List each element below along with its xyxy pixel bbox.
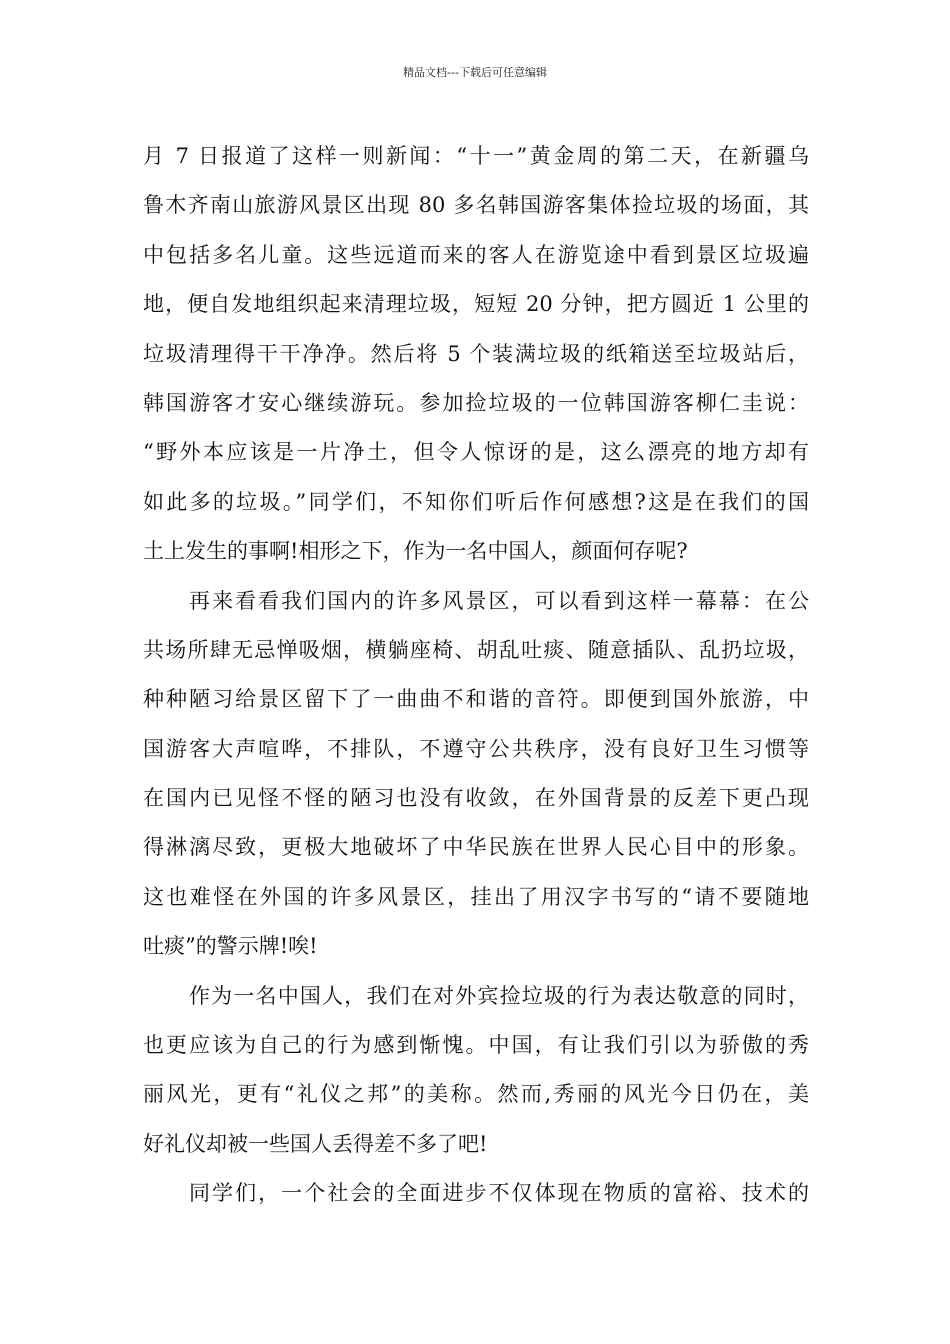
paragraph (143, 577, 809, 972)
text-line: 共场所肆无忌惮吸烟，横躺座椅、胡乱吐痰、随意插队、乱扔垃圾， (143, 637, 809, 662)
text-line: 地，便自发地组织起来清理垃圾，短短 20 分钟，把方圆近 1 公里的 (143, 292, 809, 317)
text-line: 土上发生的事啊!相形之下，作为一名中国人，颜面何存呢? (143, 539, 688, 564)
text-line: 吐痰”的警示牌!唉! (143, 934, 318, 959)
page-header: 精品文档---下载后可任意编辑 (403, 66, 547, 79)
document-body (143, 132, 809, 1219)
paragraph (143, 132, 809, 577)
text-line: 种种陋习给景区留下了一曲曲不和谐的音符。即便到国外旅游，中 (143, 687, 809, 712)
text-line: “野外本应该是一片净土，但令人惊讶的是，这么漂亮的地方却有 (143, 440, 809, 465)
paragraph (143, 972, 809, 1170)
text-line: 在国内已见怪不怪的陋习也没有收敛，在外国背景的反差下更凸现 (143, 786, 809, 811)
text-line: 鲁木齐南山旅游风景区出现 80 多名韩国游客集体捡垃圾的场面，其 (143, 193, 809, 218)
text-line: 作为一名中国人，我们在对外宾捡垃圾的行为表达敬意的同时， (189, 983, 809, 1008)
text-line: 这也难怪在外国的许多风景区，挂出了用汉字书写的“请不要随地 (143, 884, 809, 909)
text-line: 得淋漓尽致，更极大地破坏了中华民族在世界人民心目中的形象。 (143, 835, 809, 860)
text-line: 月 7 日报道了这样一则新闻：“十一”黄金周的第二天，在新疆乌 (143, 144, 809, 168)
text-line: 如此多的垃圾。”同学们，不知你们听后作何感想?这是在我们的国 (143, 489, 809, 514)
text-line: 丽风光，更有“礼仪之邦”的美称。然而,秀丽的风光今日仍在，美 (143, 1082, 809, 1107)
text-line: 国游客大声喧哗，不排队，不遵守公共秩序，没有良好卫生习惯等 (143, 736, 809, 761)
text-line: 垃圾清理得干干净净。然后将 5 个装满垃圾的纸箱送至垃圾站后， (143, 341, 809, 366)
text-line: 好礼仪却被一些国人丢得差不多了吧! (143, 1131, 488, 1156)
text-line: 再来看看我们国内的许多风景区，可以看到这样一幕幕：在公 (189, 588, 809, 613)
paragraph (143, 1169, 809, 1218)
text-line: 同学们，一个社会的全面进步不仅体现在物质的富裕、技术的 (189, 1181, 809, 1206)
text-line: 韩国游客才安心继续游玩。参加捡垃圾的一位韩国游客柳仁圭说： (143, 390, 809, 415)
text-line: 中包括多名儿童。这些远道而来的客人在游览途中看到景区垃圾遍 (143, 242, 809, 267)
text-line: 也更应该为自己的行为感到惭愧。中国，有让我们引以为骄傲的秀 (143, 1033, 809, 1058)
